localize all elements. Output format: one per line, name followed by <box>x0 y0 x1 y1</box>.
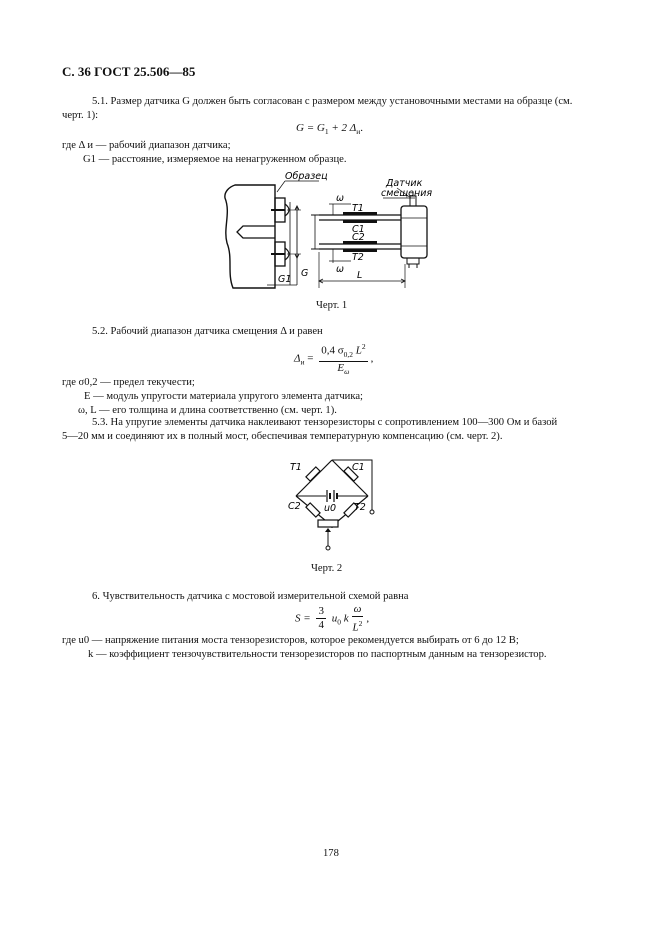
fig1-label-sensor-2: смещения <box>381 188 433 199</box>
gauge-c1 <box>343 220 377 223</box>
fig1-omega-bot: ω <box>336 264 344 275</box>
resistor-t1 <box>306 467 320 481</box>
s52-line1: 5.2. Рабочий диапазон датчика смещения Δ и равен <box>92 326 323 337</box>
s51-formula-eq: = G <box>306 122 325 134</box>
fig1-g: G <box>301 268 309 279</box>
s52-def3: ω, L — его толщина и длина соответственно (см. черт. 1). <box>78 405 337 416</box>
s52-den-sub: ω <box>344 367 350 377</box>
page-header: С. 36 ГОСТ 25.506—85 <box>62 64 196 79</box>
s51-formula-lhs: G <box>296 122 304 134</box>
sample-outline <box>225 185 275 288</box>
fig1-t2: T2 <box>352 252 364 263</box>
s6-u: u <box>331 612 338 625</box>
s52-num-var: L <box>355 344 362 357</box>
resistor-c2 <box>306 503 320 517</box>
s51-line1: 5.1. Размер датчика G должен быть согласован с размером между установочными местами на образце (см. <box>92 96 573 107</box>
s6-def1: где u0 — напряжение питания моста тензорезисторов, которое рекомендуется выбирать от 6 до 12 В; <box>62 635 519 646</box>
fig1-t1: T1 <box>352 203 364 214</box>
s6-formula-lhs: S = <box>295 612 311 625</box>
s52-def1: где σ0,2 — предел текучести; <box>62 377 195 388</box>
fig2-c2: C2 <box>288 501 301 512</box>
fig2-t2: T2 <box>354 502 366 513</box>
s52-den: E <box>337 361 345 374</box>
fig1-g1: G1 <box>278 274 292 285</box>
s52-formula-lhs: Δ <box>294 352 301 365</box>
s53-line2: 5—20 мм и соединяют их в полный мост, обеспечивая температурную компенсацию (см. черт. 2). <box>62 431 503 442</box>
s52-def2: E — модуль упругости материала упругого элемента датчика; <box>84 391 363 402</box>
figure-1-diagram <box>215 168 435 293</box>
fig1-c2: C2 <box>352 232 365 243</box>
fig2-caption: Черт. 2 <box>311 563 343 574</box>
sensor-housing <box>401 206 427 258</box>
s6-fden: L <box>352 621 359 634</box>
s52-num: 0,4 σ <box>321 344 344 357</box>
s6-def2: k — коэффициент тензочувствительности тензорезисторов по паспортным данным на тензорезистор. <box>88 649 547 660</box>
s6-line1: 6. Чувствительность датчика с мостовой измерительной схемой равна <box>92 591 409 602</box>
fig1-omega-top: ω <box>336 193 344 204</box>
fig2-c1: C1 <box>352 462 365 473</box>
s6-fraction-const <box>316 605 326 632</box>
fig1-l: L <box>357 270 363 281</box>
s6-k: k <box>343 612 349 625</box>
s53-line1: 5.3. На упругие элементы датчика наклеивают тензорезисторы с сопротивлением 100—300 Ом и базой <box>92 417 558 428</box>
s52-formula: $\Delta_и$ = $\frac{0,4 \sigma_{0,2} L^2}{E_\omega}$ , <box>294 342 374 377</box>
s52-num-sub: 0,2 <box>343 349 354 359</box>
resistor-balance <box>318 520 338 527</box>
s6-den: 4 <box>318 619 324 632</box>
fig1-label-sample: Образец <box>285 171 328 182</box>
fig1-c1: C1 <box>352 224 365 235</box>
s6-num: 3 <box>318 605 324 618</box>
s51-formula: $G = G_1 + 2$ $\Delta_и$. <box>296 122 363 137</box>
fig1-caption: Черт. 1 <box>316 300 348 311</box>
fig2-t1: T1 <box>290 462 302 473</box>
fig1-label-sensor-1: Датчик <box>386 178 423 189</box>
s6-fraction-var: $\frac{\omega}{L^2}$ <box>352 603 363 634</box>
s51-def2: G1 — расстояние, измеряемое на ненагруженном образце. <box>83 154 347 165</box>
figure-2-bridge <box>282 454 382 554</box>
s52-fraction: $\frac{0,4 \sigma_{0,2} L^2}{E_\omega}$ <box>321 342 366 377</box>
s51-formula-rest: + 2 Δ <box>331 122 357 134</box>
page-number: 178 <box>323 848 339 859</box>
s51-line2: черт. 1): <box>62 110 99 121</box>
sample-notch <box>237 226 275 238</box>
s51-def1: где Δ и — рабочий диапазон датчика; <box>62 140 231 151</box>
s6-formula: S = $\frac{3}{4}$ $u_0$ k $\frac{\omega}{L^2}$ , <box>295 603 370 634</box>
s6-fnum: ω <box>353 603 362 615</box>
fig2-u0: u0 <box>324 503 337 514</box>
